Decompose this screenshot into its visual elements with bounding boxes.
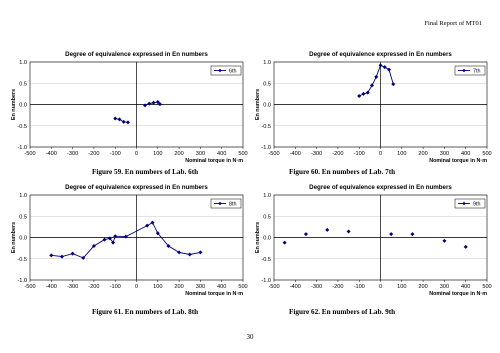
data-point	[283, 241, 287, 245]
y-tick-label: 0.5	[19, 214, 27, 221]
x-tick-label: -400	[45, 151, 57, 157]
x-axis-label: Nominal torque in N·m	[185, 291, 243, 297]
x-tick-label: 400	[217, 284, 227, 290]
data-point	[379, 63, 383, 67]
data-point	[389, 232, 393, 236]
x-tick-label: -500	[24, 151, 36, 157]
x-axis-label: Nominal torque in N·m	[185, 158, 243, 164]
data-point	[150, 221, 154, 225]
x-tick-label: 500	[238, 151, 248, 157]
page-number: 30	[246, 333, 254, 341]
chart-en-lab-8	[10, 181, 248, 297]
y-tick-label: 0.5	[19, 81, 27, 88]
chart-svg	[10, 48, 248, 164]
y-tick-label: 1.0	[19, 193, 27, 199]
data-point	[370, 83, 374, 87]
data-point	[113, 117, 117, 121]
figure-62-caption: Figure 62. En numbers of Lab. 9th	[289, 308, 396, 316]
data-point	[387, 68, 391, 72]
chart-svg	[254, 48, 492, 164]
chart-en-lab-7	[254, 48, 492, 164]
x-tick-label: -100	[353, 284, 365, 290]
y-tick-label: 0.0	[19, 102, 27, 109]
y-tick-label: 0.0	[263, 235, 271, 242]
x-tick-label: 300	[439, 284, 450, 290]
y-tick-label: 1.0	[263, 193, 271, 199]
data-point	[49, 253, 53, 257]
data-point	[357, 94, 361, 98]
x-tick-label: 200	[174, 151, 184, 157]
x-tick-label: -300	[66, 284, 79, 290]
x-tick-label: -200	[332, 151, 344, 157]
x-tick-label: -200	[332, 284, 344, 290]
x-tick-label: 400	[461, 284, 471, 290]
y-tick-label: -0.5	[17, 123, 27, 130]
data-point	[177, 250, 181, 254]
x-tick-label: 0	[134, 284, 139, 290]
y-tick-label: 1.0	[19, 60, 27, 66]
legend-label: 9th	[473, 201, 481, 208]
data-point	[60, 255, 64, 259]
x-tick-label: 500	[482, 151, 492, 157]
chart-title: Degree of equivalence expressed in En numbers	[65, 51, 208, 58]
data-point	[410, 232, 414, 236]
chart-title: Degree of equivalence expressed in En numbers	[309, 184, 452, 191]
data-point	[347, 230, 351, 234]
chart-en-lab-6	[10, 48, 248, 164]
y-tick-label: -1.0	[261, 278, 271, 284]
x-tick-label: 100	[153, 284, 163, 290]
x-tick-label: -400	[289, 284, 301, 290]
data-point	[122, 120, 126, 124]
x-axis-label: Nominal torque in N·m	[429, 291, 487, 297]
figure-59-caption: Figure 59. En numbers of Lab. 6th	[92, 168, 199, 176]
data-point	[124, 235, 128, 239]
y-axis-label: En numbers	[255, 221, 261, 254]
x-tick-label: -100	[109, 284, 121, 290]
data-point	[117, 117, 121, 121]
x-tick-label: -500	[268, 151, 280, 157]
y-tick-label: 1.0	[263, 60, 271, 66]
data-point	[145, 224, 149, 228]
legend-label: 7th	[473, 68, 481, 75]
data-point	[71, 252, 75, 256]
x-tick-label: -500	[268, 284, 280, 290]
x-tick-label: 200	[174, 284, 184, 290]
chart-svg	[10, 181, 248, 297]
x-tick-label: 0	[378, 151, 383, 157]
report-header: Final Report of MT01	[424, 20, 482, 27]
x-tick-label: 100	[397, 284, 407, 290]
chart-title: Degree of equivalence expressed in En numbers	[65, 184, 208, 191]
chart-svg	[254, 181, 492, 297]
x-tick-label: 500	[238, 284, 248, 290]
x-tick-label: -400	[45, 284, 57, 290]
x-tick-label: 400	[217, 151, 227, 157]
x-tick-label: 500	[482, 284, 492, 290]
x-tick-label: 100	[397, 151, 407, 157]
x-tick-label: -500	[24, 284, 36, 290]
x-tick-label: 200	[418, 151, 428, 157]
data-point	[366, 91, 370, 95]
x-tick-label: -100	[353, 151, 365, 157]
data-point	[304, 232, 308, 236]
data-point	[361, 92, 365, 96]
data-point	[464, 245, 468, 249]
data-point	[103, 238, 107, 242]
y-axis-label: En numbers	[11, 221, 17, 254]
data-point	[143, 103, 147, 107]
x-axis-label: Nominal torque in N·m	[429, 158, 487, 164]
data-point	[383, 65, 387, 69]
legend-label: 8th	[229, 201, 237, 208]
data-point	[188, 253, 192, 257]
y-tick-label: 0.5	[263, 81, 271, 88]
data-point	[325, 228, 329, 232]
data-point	[374, 75, 378, 79]
x-tick-label: 100	[153, 151, 163, 157]
chart-en-lab-9	[254, 181, 492, 297]
y-tick-label: -1.0	[261, 145, 271, 151]
x-tick-label: -200	[88, 151, 100, 157]
y-axis-label: En numbers	[255, 88, 261, 121]
data-point	[442, 239, 446, 243]
x-tick-label: -200	[88, 284, 100, 290]
y-tick-label: -1.0	[17, 145, 27, 151]
chart-title: Degree of equivalence expressed in En numbers	[309, 51, 452, 58]
data-point	[391, 82, 395, 86]
x-tick-label: -300	[66, 151, 79, 157]
y-tick-label: 0.0	[19, 235, 27, 242]
y-tick-label: -0.5	[261, 123, 271, 130]
data-point	[126, 120, 130, 124]
x-tick-label: 400	[461, 151, 471, 157]
data-point	[147, 102, 151, 106]
series-line	[115, 119, 128, 123]
y-axis-label: En numbers	[11, 88, 17, 121]
y-tick-label: 0.0	[263, 102, 271, 109]
x-tick-label: -300	[310, 284, 323, 290]
x-tick-label: -300	[310, 151, 323, 157]
x-tick-label: 200	[418, 284, 428, 290]
x-tick-label: 0	[378, 284, 383, 290]
x-tick-label: -100	[109, 151, 121, 157]
data-point	[198, 250, 202, 254]
figure-60-caption: Figure 60. En numbers of Lab. 7th	[289, 168, 396, 176]
y-tick-label: -1.0	[17, 278, 27, 284]
x-tick-label: 0	[134, 151, 139, 157]
figure-61-caption: Figure 61. En numbers of Lab. 8th	[92, 308, 199, 316]
y-tick-label: 0.5	[263, 214, 271, 221]
y-tick-label: -0.5	[261, 256, 271, 263]
x-tick-label: 300	[195, 151, 206, 157]
legend-label: 6th	[229, 68, 237, 75]
x-tick-label: 300	[439, 151, 450, 157]
x-tick-label: 300	[195, 284, 206, 290]
x-tick-label: -400	[289, 151, 301, 157]
y-tick-label: -0.5	[17, 256, 27, 263]
